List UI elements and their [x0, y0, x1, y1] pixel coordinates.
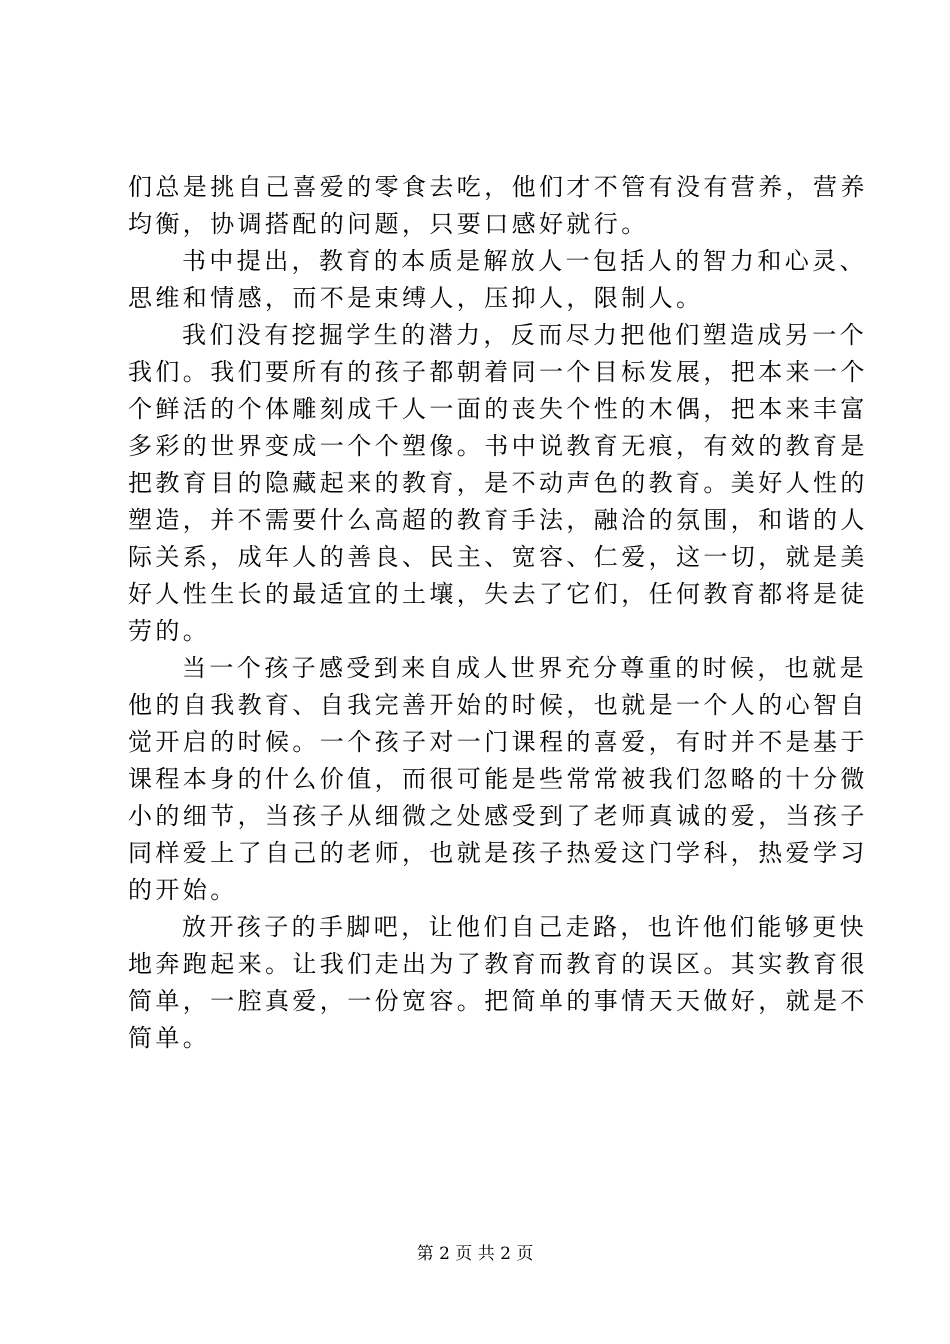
- paragraph-line: 小的细节，当孩子从细微之处感受到了老师真诚的爱，当孩子: [128, 802, 868, 830]
- paragraph-line: 觉开启的时候。一个孩子对一门课程的喜爱，有时并不是基于: [128, 728, 868, 756]
- paragraph: [128, 243, 867, 317]
- paragraph-line: 同样爱上了自己的老师，也就是孩子热爱这门学科，热爱学习: [128, 839, 868, 867]
- paragraph-line: 我们没有挖掘学生的潜力，反而尽力把他们塑造成另一个: [182, 321, 867, 349]
- paragraph-line: 多彩的世界变成一个个塑像。书中说教育无痕，有效的教育是: [128, 432, 868, 460]
- paragraph: [128, 650, 868, 909]
- paragraph-line: 劳的。: [128, 617, 211, 645]
- paragraph-line: 简单。: [128, 1024, 211, 1052]
- paragraph-line: 把教育目的隐藏起来的教育，是不动声色的教育。美好人性的: [128, 469, 868, 497]
- paragraph-line: 课程本身的什么价值，而很可能是些常常被我们忽略的十分微: [128, 765, 868, 793]
- paragraph-line: 简单，一腔真爱，一份宽容。把简单的事情天天做好，就是不: [128, 987, 868, 1015]
- paragraph-line: 的开始。: [128, 876, 238, 904]
- paragraph-line: 书中提出，教育的本质是解放人一包括人的智力和心灵、: [182, 247, 867, 275]
- paragraph-line: 我们。我们要所有的孩子都朝着同一个目标发展，把本来一个: [128, 358, 868, 386]
- paragraph-line: 思维和情感，而不是束缚人，压抑人，限制人。: [128, 284, 704, 312]
- paragraph-line: 际关系，成年人的善良、民主、宽容、仁爱，这一切，就是美: [128, 543, 868, 571]
- paragraph: [128, 317, 868, 650]
- paragraph-line: 当一个孩子感受到来自成人世界充分尊重的时候，也就是: [182, 654, 867, 682]
- paragraph-line: 们总是挑自己喜爱的零食去吃，他们才不管有没有营养，营养: [128, 173, 868, 201]
- paragraph-line: 塑造，并不需要什么高超的教育手法，融洽的氛围，和谐的人: [128, 506, 868, 534]
- document-body: [128, 169, 868, 1057]
- paragraph-line: 他的自我教育、自我完善开始的时候，也就是一个人的心智自: [128, 691, 868, 719]
- paragraph-line: 均衡，协调搭配的问题，只要口感好就行。: [128, 210, 649, 238]
- paragraph: [128, 169, 868, 243]
- paragraph-line: 放开孩子的手脚吧，让他们自己走路，也许他们能够更快: [182, 913, 867, 941]
- page-footer: 第 2 页 共 2 页: [416, 1244, 534, 1264]
- paragraph-line: 个鲜活的个体雕刻成千人一面的丧失个性的木偶，把本来丰富: [128, 395, 868, 423]
- paragraph-line: 好人性生长的最适宜的土壤，失去了它们，任何教育都将是徒: [128, 580, 868, 608]
- paragraph-line: 地奔跑起来。让我们走出为了教育而教育的误区。其实教育很: [128, 950, 868, 978]
- paragraph: [128, 909, 868, 1057]
